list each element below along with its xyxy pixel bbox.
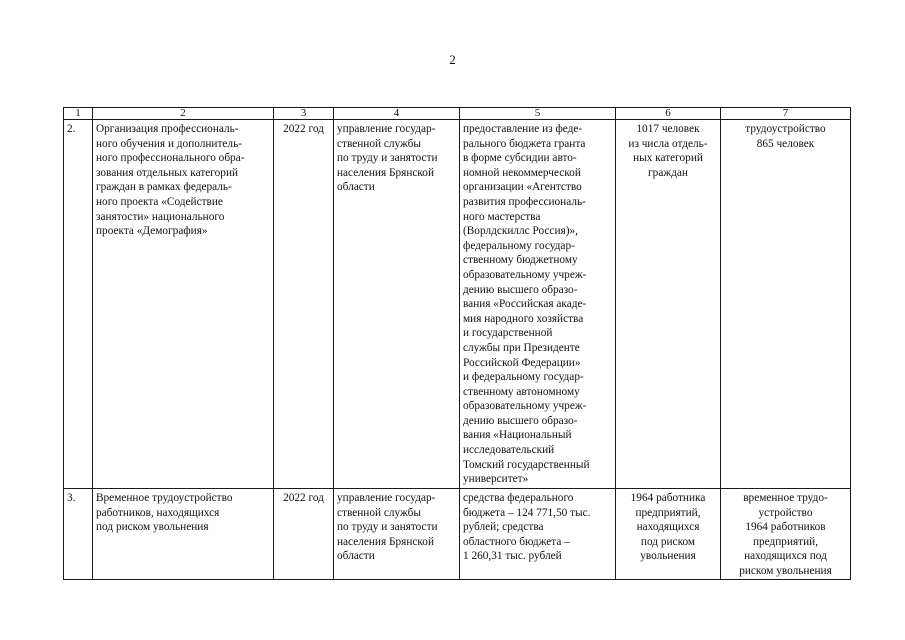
column-number-header: 2 bbox=[93, 108, 274, 120]
executor: управление государ- ственной службы по труду и занятости населения Брянской области bbox=[334, 489, 460, 580]
table-header-row bbox=[64, 108, 851, 120]
column-number-header: 6 bbox=[616, 108, 721, 120]
table-row bbox=[64, 120, 851, 489]
target-group: 1017 человек из числа отдель- ных категорий граждан bbox=[616, 120, 721, 489]
row-number: 2. bbox=[64, 120, 93, 489]
executor: управление государ- ственной службы по труду и занятости населения Брянской области bbox=[334, 120, 460, 489]
column-number-header: 5 bbox=[460, 108, 616, 120]
measures-table bbox=[63, 107, 851, 580]
measure-name: Временное трудоустройство работников, находящихся под риском увольнения bbox=[93, 489, 274, 580]
period: 2022 год bbox=[274, 489, 334, 580]
column-number-header: 7 bbox=[721, 108, 851, 120]
funding-source: средства федерального бюджета – 124 771,50 тыс. рублей; средства областного бюджета – 1 260,31 тыс. рублей bbox=[460, 489, 616, 580]
measure-name: Организация профессиональ- ного обучения и дополнитель- ного профессионального обра- зования отдельных категорий граждан в рамках федераль- ного проекта «Содействие занятости» национального проекта «Демография» bbox=[93, 120, 274, 489]
expected-result: трудоустройство 865 человек bbox=[721, 120, 851, 489]
column-number-header: 4 bbox=[334, 108, 460, 120]
funding-source: предоставление из феде- рального бюджета гранта в форме субсидии авто- номной некоммерческой организации «Агентство развития профессиональ- ного мастерства (Ворлдскиллс Россия)», федеральному государ- ственному бюджетному образовательному учреж- дению высшего образо- вания «Российская акаде- мия народного хозяйства и государственной службы при Президенте Российской Федерации» и федеральному государ- ственному автономному образовательному учреж- дению высшего образо- вания «Национальный исследовательский Томский государственный университет» bbox=[460, 120, 616, 489]
column-number-header: 3 bbox=[274, 108, 334, 120]
expected-result: временное трудо- устройство 1964 работников предприятий, находящихся под риском увольнения bbox=[721, 489, 851, 580]
table-row bbox=[64, 489, 851, 580]
period: 2022 год bbox=[274, 120, 334, 489]
row-number: 3. bbox=[64, 489, 93, 580]
target-group: 1964 работника предприятий, находящихся под риском увольнения bbox=[616, 489, 721, 580]
page-number: 2 bbox=[449, 52, 456, 67]
column-number-header: 1 bbox=[64, 108, 93, 120]
